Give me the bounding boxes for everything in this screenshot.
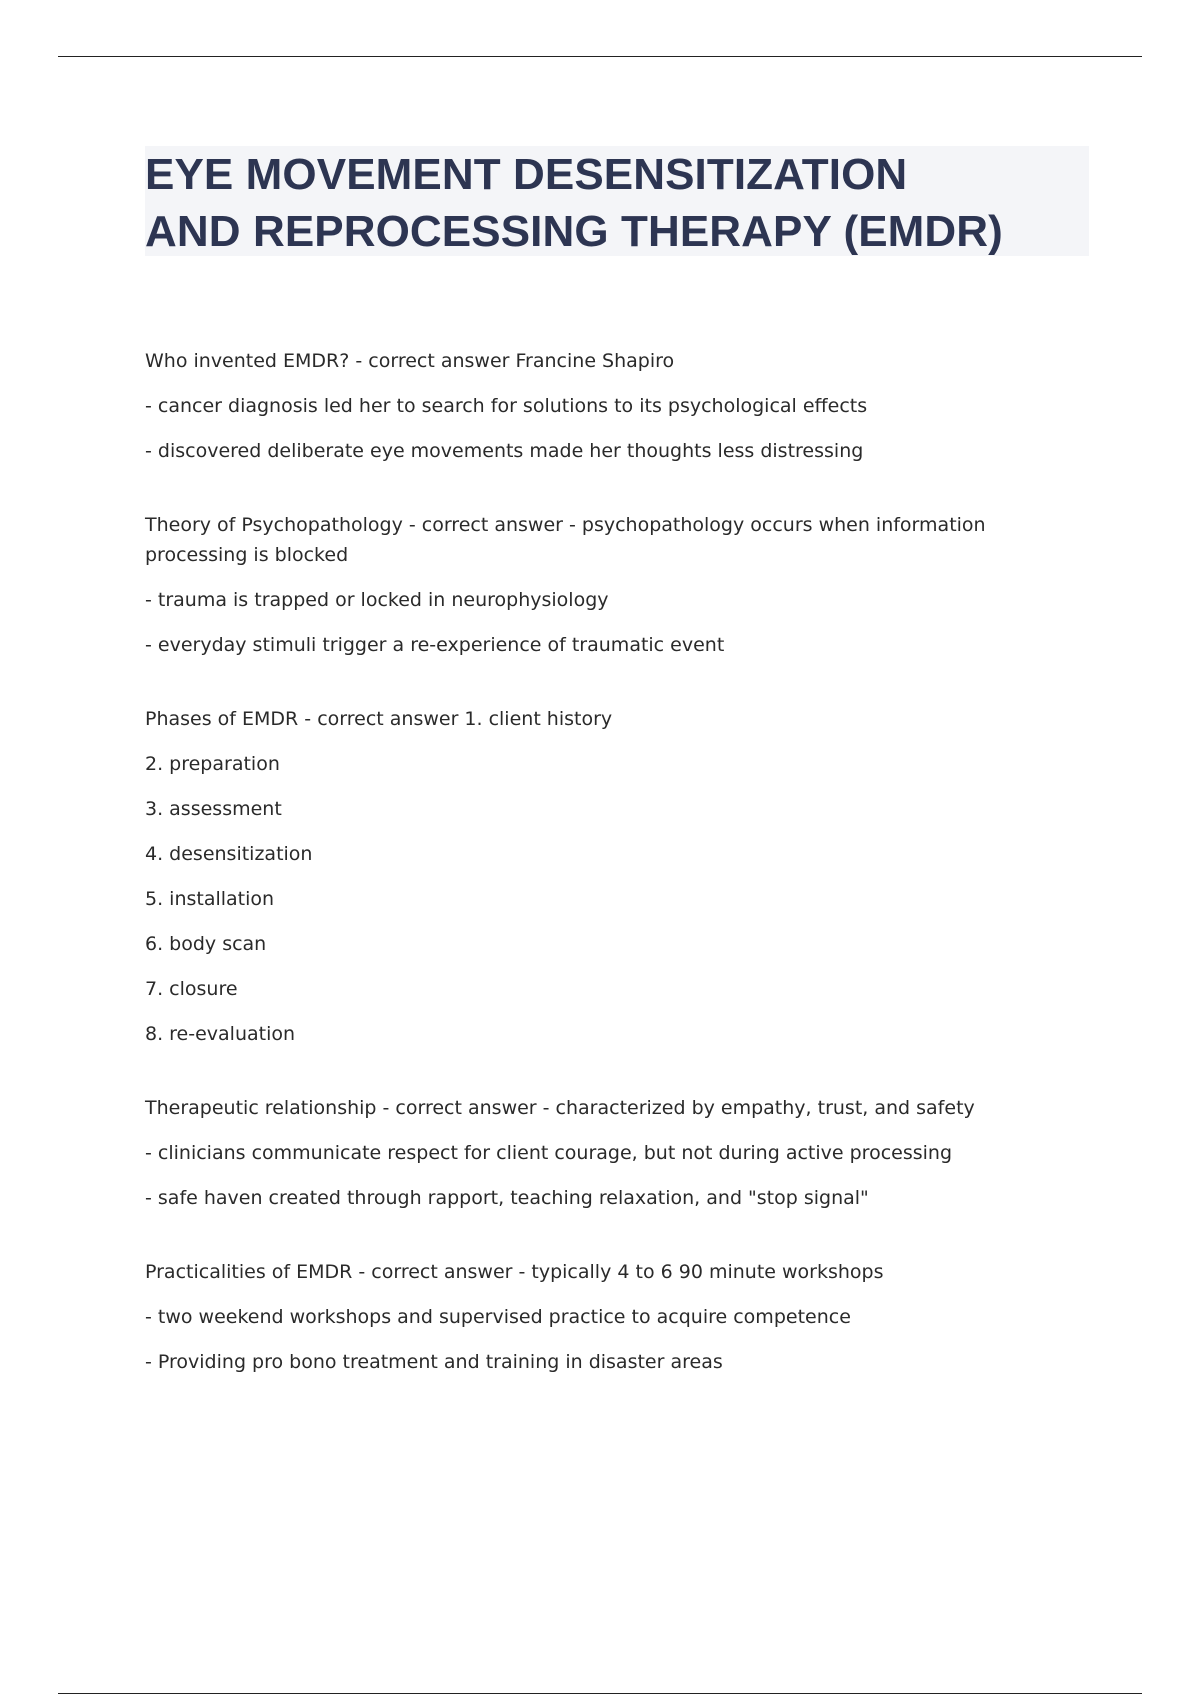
answer-line: - two weekend workshops and supervised practice to acquire competence — [145, 1306, 851, 1328]
qa-item-phases — [145, 704, 1065, 1049]
qa-item-practicalities — [145, 1257, 1065, 1377]
answer-line: - cancer diagnosis led her to search for solutions to its psychological effects — [145, 395, 868, 417]
header-rule — [58, 56, 1142, 57]
answer-line: 3. assessment — [145, 798, 282, 820]
document-title — [145, 146, 1095, 260]
answer-line: - trauma is trapped or locked in neurophysiology — [145, 589, 609, 611]
qa-item-psychopathology — [145, 510, 1065, 660]
answer-line: - clinicians communicate respect for client courage, but not during active processing — [145, 1142, 953, 1164]
answer-line: 5. installation — [145, 888, 275, 910]
answer-line: 2. preparation — [145, 753, 280, 775]
answer-line: 4. desensitization — [145, 843, 313, 865]
question-line: Therapeutic relationship - correct answer - characterized by empathy, trust, and safety — [145, 1097, 975, 1119]
answer-line: - everyday stimuli trigger a re-experience of traumatic event — [145, 634, 725, 656]
document-body — [145, 346, 1065, 1421]
answer-line: 7. closure — [145, 978, 238, 1000]
footer-rule — [58, 1693, 1142, 1694]
question-line: Theory of Psychopathology - correct answer - psychopathology occurs when information processing is blocked — [145, 514, 986, 566]
question-line: Who invented EMDR? - correct answer Francine Shapiro — [145, 350, 675, 372]
title-line-2: AND REPROCESSING THERAPY (EMDR) — [145, 207, 1003, 256]
qa-item-therapeutic-relationship — [145, 1093, 1065, 1213]
answer-line: - safe haven created through rapport, teaching relaxation, and "stop signal" — [145, 1187, 869, 1209]
qa-item-inventor — [145, 346, 1065, 466]
question-line: Phases of EMDR - correct answer 1. client history — [145, 708, 613, 730]
title-line-1: EYE MOVEMENT DESENSITIZATION — [145, 150, 908, 199]
question-line: Practicalities of EMDR - correct answer - typically 4 to 6 90 minute workshops — [145, 1261, 884, 1283]
answer-line: - Providing pro bono treatment and training in disaster areas — [145, 1351, 723, 1373]
answer-line: 8. re-evaluation — [145, 1023, 296, 1045]
answer-line: 6. body scan — [145, 933, 267, 955]
answer-line: - discovered deliberate eye movements made her thoughts less distressing — [145, 440, 864, 462]
